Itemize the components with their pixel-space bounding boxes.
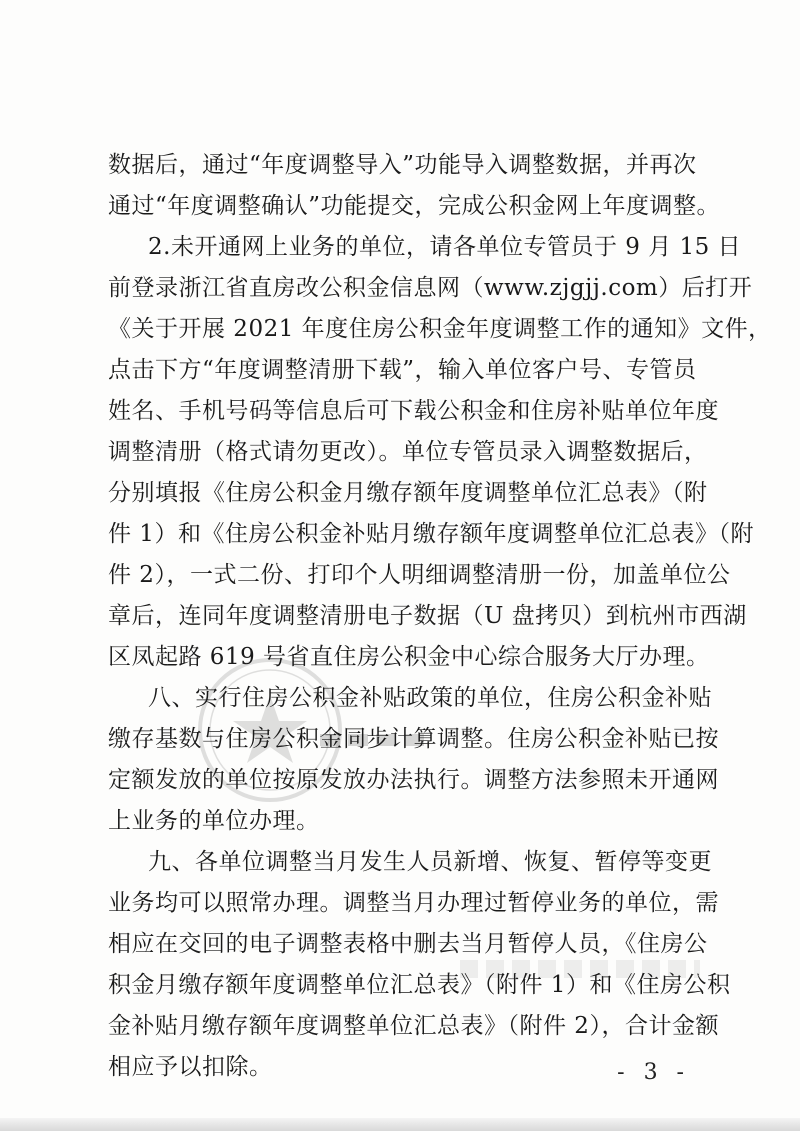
text-line: 前登录浙江省直房改公积金信息网（www.zjgjj.com）后打开 (108, 275, 753, 301)
text-line: 通过“年度调整确认”功能提交，完成公积金网上年度调整。 (108, 193, 721, 219)
text-line: 2.未开通网上业务的单位，请各单位专管员于 9 月 15 日 (148, 234, 742, 260)
text-line: 章后，连同年度调整清册电子数据（U 盘拷贝）到杭州市西湖 (108, 603, 747, 629)
text-line: 相应在交回的电子调整表格中删去当月暂停人员，《住房公 (108, 931, 708, 957)
text-line: 上业务的单位办理。 (108, 808, 320, 834)
scan-edge (0, 1118, 800, 1131)
text-line: 姓名、手机号码等信息后可下载公积金和住房补贴单位年度 (108, 398, 719, 424)
text-line: 区凤起路 619 号省直住房公积金中心综合服务大厅办理。 (108, 644, 710, 670)
text-line: 相应予以扣除。 (108, 1054, 273, 1080)
page-number: - 3 - (617, 1060, 690, 1085)
text-line: 金补贴月缴存额年度调整单位汇总表》（附件 2），合计金额 (108, 1013, 719, 1039)
text-line: 分别填报《住房公积金月缴存额年度调整单位汇总表》（附 (108, 480, 708, 506)
text-line: 定额发放的单位按原发放办法执行。调整方法参照未开通网 (108, 767, 719, 793)
text-line: 积金月缴存额年度调整单位汇总表》（附件 1）和《住房公积 (108, 972, 731, 998)
text-line: 缴存基数与住房公积金同步计算调整。住房公积金补贴已按 (108, 726, 719, 752)
text-line: 调整清册（格式请勿更改）。单位专管员录入调整数据后， (108, 439, 708, 465)
text-line: 九、各单位调整当月发生人员新增、恢复、暂停等变更 (148, 849, 712, 875)
text-line: 《关于开展 2021 年度住房公积金年度调整工作的通知》文件， (108, 316, 772, 342)
text-line: 点击下方“年度调整清册下载”，输入单位客户号、专管员 (108, 357, 697, 383)
text-line: 业务均可以照常办理。调整当月办理过暂停业务的单位，需 (108, 890, 719, 916)
text-line: 件 1）和《住房公积金补贴月缴存额年度调整单位汇总表》（附 (108, 521, 754, 547)
text-line: 件 2），一式二份、打印个人明细调整清册一份，加盖单位公 (108, 562, 731, 588)
text-line: 数据后，通过“年度调整导入”功能导入调整数据，并再次 (108, 152, 697, 178)
text-line: 八、实行住房公积金补贴政策的单位，住房公积金补贴 (148, 685, 712, 711)
